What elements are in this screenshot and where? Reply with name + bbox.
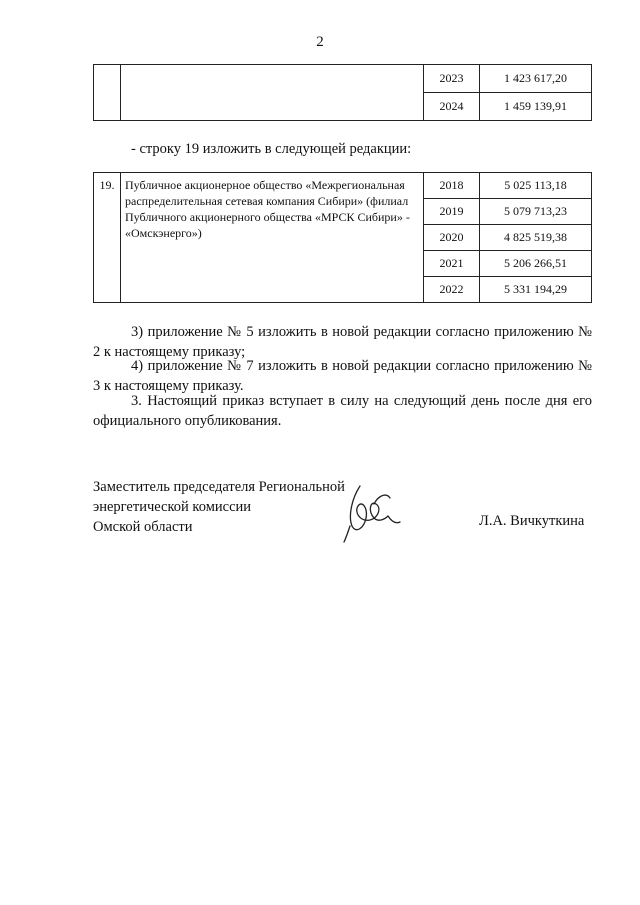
- row-number: 19.: [94, 173, 121, 303]
- signer-title-line: Омской области: [93, 519, 193, 535]
- name-cell: [121, 65, 424, 121]
- year-cell: 2020: [424, 225, 480, 251]
- intro-line: - строку 19 изложить в следующей редакции:: [131, 141, 412, 157]
- value-cell: 1 423 617,20: [480, 65, 592, 93]
- value-cell: 1 459 139,91: [480, 93, 592, 121]
- continued-table: [93, 64, 592, 121]
- signer-title-line: Заместитель председателя Региональной: [93, 479, 345, 495]
- year-cell: 2019: [424, 199, 480, 225]
- paragraph-text: 3) приложение № 5 изложить в новой редакции согласно приложению № 2 к настоящему приказу;: [93, 324, 592, 360]
- row19-table: [93, 172, 592, 303]
- signer-title: [93, 477, 345, 537]
- value-cell: 4 825 519,38: [480, 225, 592, 251]
- paragraph-4: [93, 356, 592, 396]
- paragraph-text: 3. Настоящий приказ вступает в силу на следующий день после дня его официального опубликования.: [93, 393, 592, 429]
- table-row: [94, 173, 592, 199]
- handwritten-signature: [338, 478, 404, 544]
- year-cell: 2018: [424, 173, 480, 199]
- signer-title-line: энергетической комиссии: [93, 499, 252, 515]
- page-number: 2: [316, 34, 324, 50]
- table-row: [94, 65, 592, 93]
- year-cell: 2021: [424, 251, 480, 277]
- paragraph-text: 4) приложение № 7 изложить в новой редакции согласно приложению № 3 к настоящему приказу.: [93, 358, 592, 394]
- year-cell: 2024: [424, 93, 480, 121]
- number-cell: [94, 65, 121, 121]
- paragraph-5: [93, 391, 592, 431]
- year-cell: 2023: [424, 65, 480, 93]
- signer-name: Л.А. Вичкуткина: [479, 513, 585, 529]
- value-cell: 5 079 713,23: [480, 199, 592, 225]
- value-cell: 5 206 266,51: [480, 251, 592, 277]
- organization-name: Публичное акционерное общество «Межрегиональная распределительная сетевая компания Сибири» (филиал Публичного акционерного общества «МРСК Сибири» - «Омскэнерго»): [121, 173, 424, 303]
- value-cell: 5 025 113,18: [480, 173, 592, 199]
- year-cell: 2022: [424, 277, 480, 303]
- value-cell: 5 331 194,29: [480, 277, 592, 303]
